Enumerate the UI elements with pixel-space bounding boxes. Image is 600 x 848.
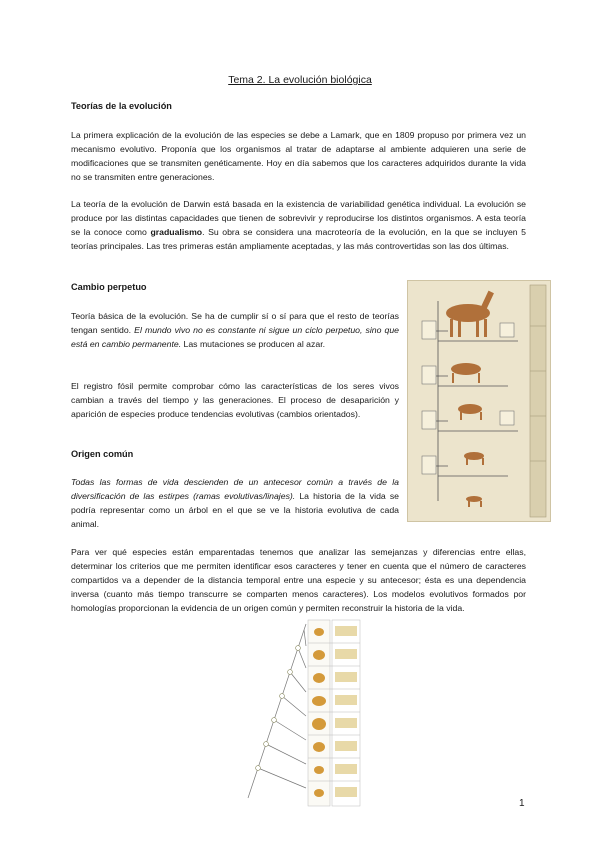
heading-origen-comun: Origen común — [71, 449, 134, 459]
paragraph-cambio-2: El registro fósil permite comprobar cómo las características de los seres vivos cambian a través del tiempo y las generaciones. El proceso de desaparición y aparición de especies produce tendencias evolutivas (cambios orientados). — [71, 381, 399, 419]
horse-evolution-diagram-icon — [407, 280, 551, 522]
paragraph-origen-2: Para ver qué especies están emparentadas tenemos que analizar las semejanzas y diferencias entre ellas, determinar los criterios que me permiten identificar esos caracteres y tener en cuenta que el número de caracteres compartidos va a depender de la distancia temporal entre una especie y su antecesor; ésta es una dependencia inversa (cuanto más tiempo transcurre se comparten menos caracteres). Los modelos evolutivos formados por homologías proporcionan la evidencia de un origen común y permiten reconstruir la historia de la vida. — [71, 547, 526, 613]
paragraph-origen-1: Todas las formas de vida descienden de un antecesor común a través de la diversificación de las estirpes (ramas evolutivas/linajes). La historia de la vida se podría representar como un árbol en el que se ve la historia evolutiva de cada animal. — [71, 477, 399, 529]
heading-teorias: Teorías de la evolución — [71, 101, 172, 111]
document-title: Tema 2. La evolución biológica — [228, 74, 372, 86]
paragraph-darwin: La teoría de la evolución de Darwin está basada en la existencia de variabilidad genética individual. La evolución se produce por las distintas capacidades que tienen de sobrevivir y reproducirse los distintos organismos. A esta teoría se la conoce como gradualismo. Su obra se considera una macroteoría de la evolución, en la que se incluyen 5 teorías principales. Las tres primeras están ampliamente aceptadas, y las más controvertidas son las dos últimas. — [71, 199, 526, 251]
paragraph-lamark: La primera explicación de la evolución de las especies se debe a Lamark, que en 1809 propuso por primera vez un mecanismo evolutivo. Proponía que los organismos al tratar de adaptarse al ambiente adquieren una serie de modificaciones que se transmiten genéticamente. Hoy en día sabemos que los caracteres adquiridos durante la vida no se transmiten entre generaciones. — [71, 130, 526, 182]
term-gradualismo: gradualismo — [150, 227, 203, 237]
paragraph-cambio-1: Teoría básica de la evolución. Se ha de cumplir sí o sí para que el resto de teorías tengan sentido. El mundo vivo no es constante ni sigue un ciclo perpetuo, sino que está en cambio permanente. Las mutaciones se producen al azar. — [71, 311, 399, 349]
page-number: 1 — [519, 798, 525, 809]
bird-cladogram-icon — [244, 618, 362, 808]
heading-cambio-perpetuo: Cambio perpetuo — [71, 282, 147, 292]
